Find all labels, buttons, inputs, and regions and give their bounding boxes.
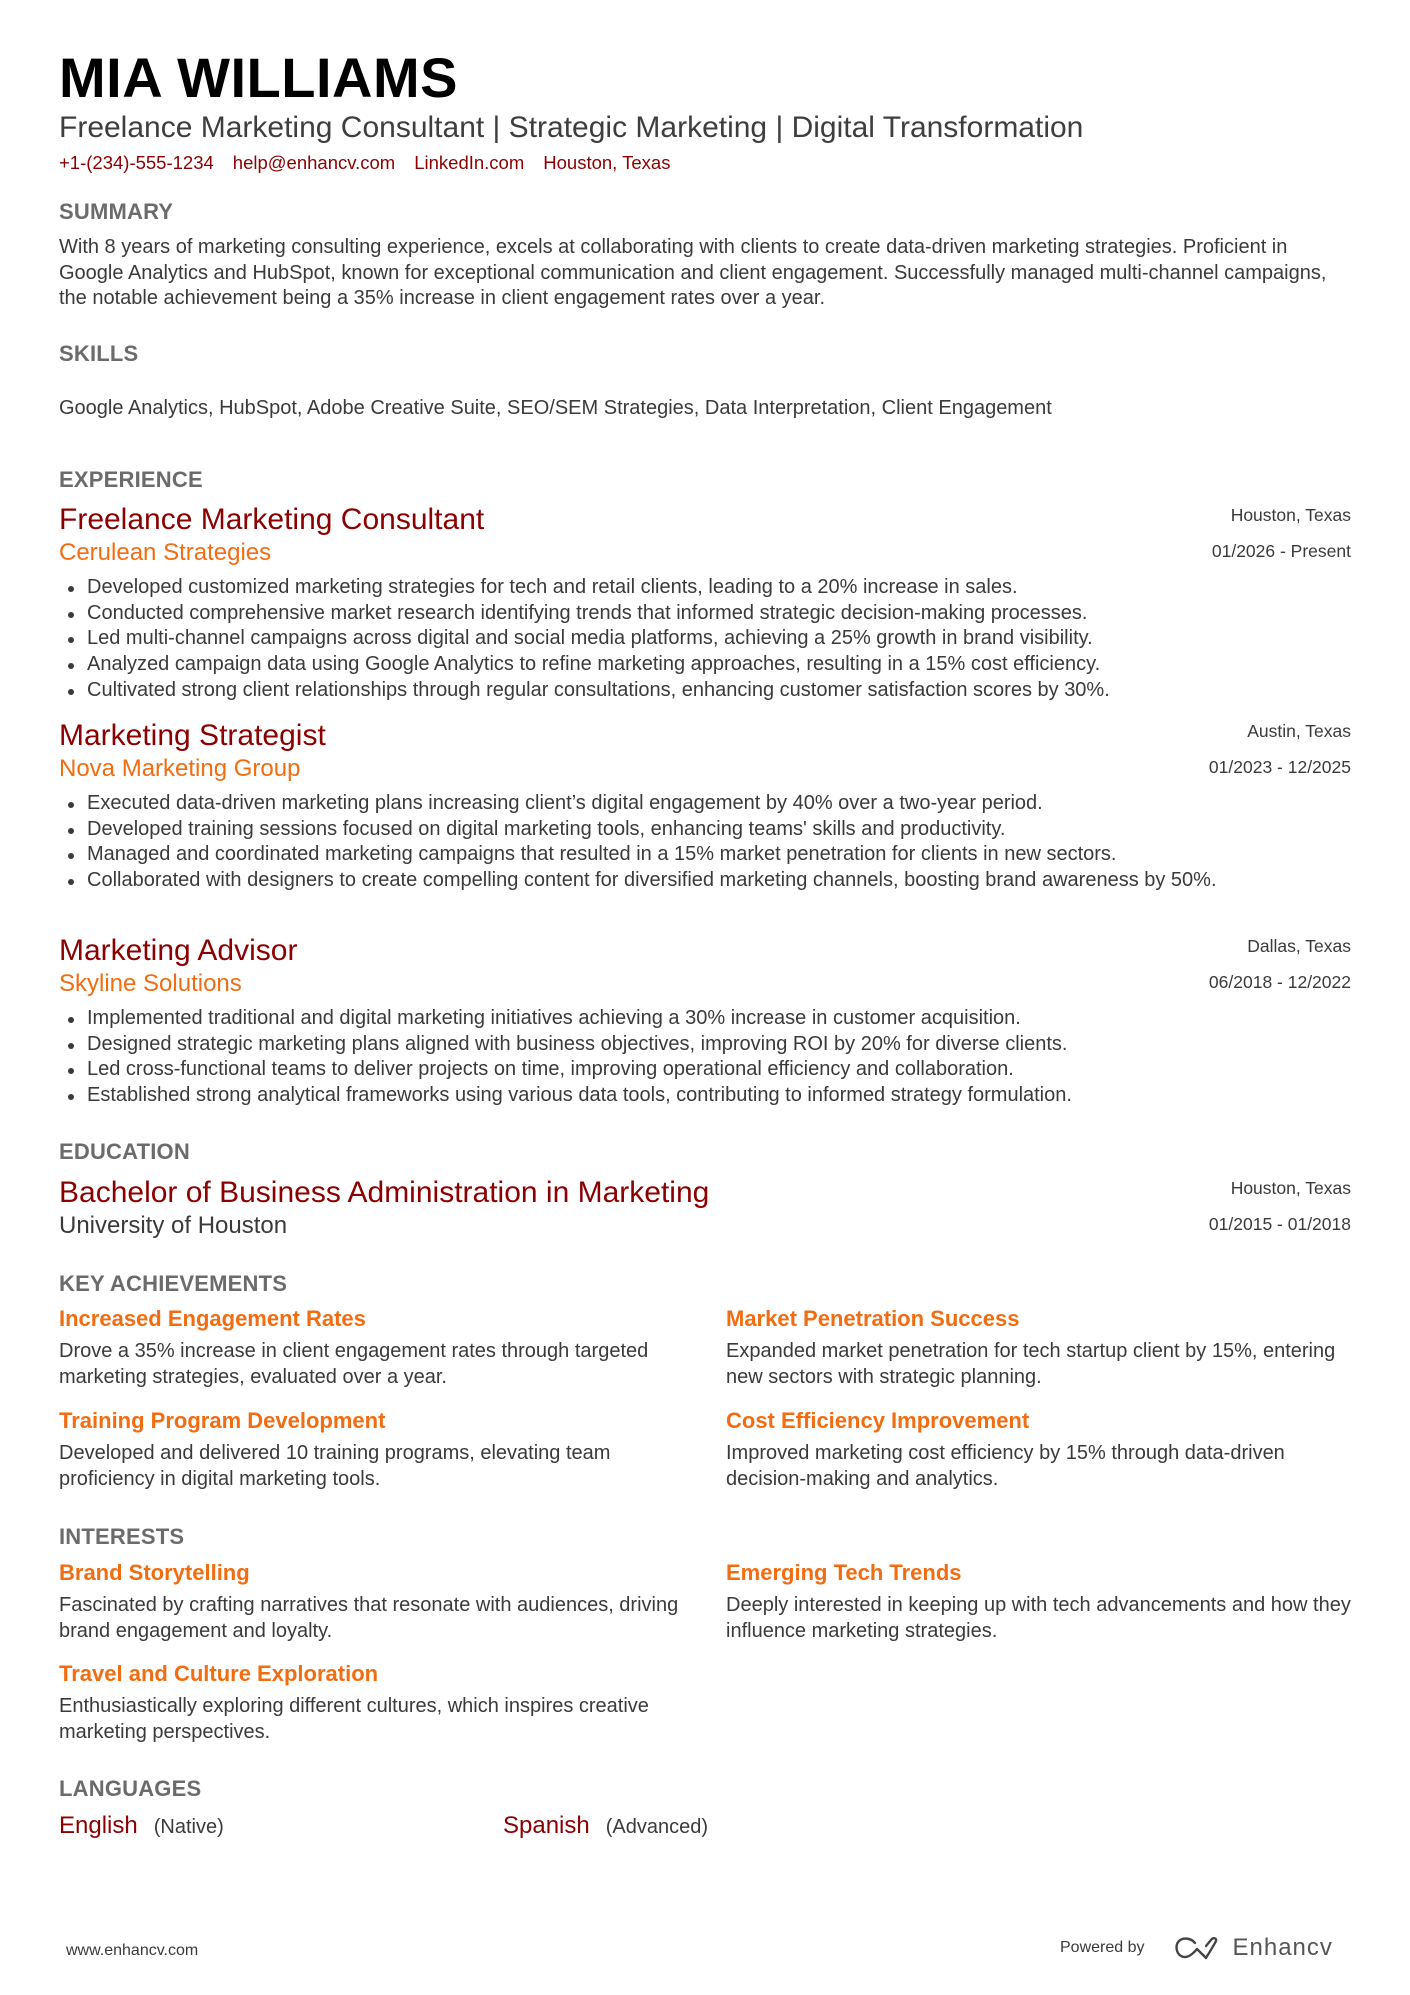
job-company: Cerulean Strategies [59,539,272,566]
footer-powered-by [1060,1934,1333,1962]
job-bullets [59,791,1351,894]
education-location: Houston, Texas [1230,1178,1351,1198]
interest-item [59,1559,699,1644]
job-bullets [59,575,1351,704]
interest-item [726,1559,1366,1644]
job-location: Austin, Texas [1247,721,1351,741]
interest-title: Travel and Culture Exploration [59,1661,379,1686]
bullet-item: Designed strategic marketing plans aligned with business objectives, improving ROI by 20% for diverse clients. [59,1032,1351,1058]
bullet-item: Analyzed campaign data using Google Analytics to refine marketing approaches, resulting in a 15% cost efficiency. [59,652,1351,678]
bullet-item: Led cross-functional teams to deliver projects on time, improving operational efficiency and collaboration. [59,1057,1351,1083]
bullet-item: Collaborated with designers to create compelling content for diversified marketing channels, boosting brand awareness by 50%. [59,868,1351,894]
achievement-title: Increased Engagement Rates [59,1306,366,1331]
section-title-achievements: KEY ACHIEVEMENTS [59,1271,288,1296]
job-dates: 01/2026 - Present [1211,541,1351,561]
interest-item [59,1660,699,1745]
language-name: English [59,1812,138,1839]
job-title: Freelance Marketing Consultant [59,503,485,536]
achievement-title: Cost Efficiency Improvement [726,1408,1030,1433]
bullet-item: Managed and coordinated marketing campaigns that resulted in a 15% market penetration for clients in new sectors. [59,842,1351,868]
achievement-desc: Drove a 35% increase in client engagement rates through targeted marketing strategies, evaluated over a year. [59,1340,649,1388]
achievement-title: Market Penetration Success [726,1306,1020,1331]
education-dates: 01/2015 - 01/2018 [1208,1214,1351,1234]
interest-desc: Deeply interested in keeping up with tech advancements and how they influence marketing strategies. [726,1594,1351,1642]
location-text: Houston, Texas [543,152,671,173]
job-title: Marketing Advisor [59,934,298,967]
enhancv-brand-name: Enhancv [1232,1934,1333,1961]
school-name: University of Houston [59,1212,288,1239]
education-entry [59,1175,1351,1241]
achievement-item [59,1305,699,1390]
interest-title: Emerging Tech Trends [726,1560,962,1585]
section-title-skills: SKILLS [59,341,139,366]
language-item [503,1811,708,1841]
section-title-education: EDUCATION [59,1139,190,1164]
experience-entry [59,502,1351,704]
section-title-interests: INTERESTS [59,1524,185,1549]
achievement-item [726,1305,1366,1390]
language-name: Spanish [503,1812,590,1839]
degree-title: Bachelor of Business Administration in Marketing [59,1176,710,1209]
language-level: (Advanced) [605,1816,709,1838]
summary-text: With 8 years of marketing consulting experience, excels at collaborating with clients to create data-driven marketing strategies. Proficient in Google Analytics and HubSpot, known for exceptional communication and client engagement. Successfully managed multi-channel campaigns, the notable achievement being a 35% increase in client engagement rates over a year. [59,236,1327,310]
section-title-experience: EXPERIENCE [59,467,203,492]
job-meta [1212,502,1351,562]
bullet-item: Developed customized marketing strategies for tech and retail clients, leading to a 20% increase in sales. [59,575,1351,601]
candidate-headline: Freelance Marketing Consultant | Strategic Marketing | Digital Transformation [59,111,1084,144]
contact-bar [59,151,670,175]
enhancv-brand[interactable] [1173,1934,1333,1962]
bullet-item: Developed training sessions focused on digital marketing tools, enhancing teams' skills and productivity. [59,817,1351,843]
interest-title: Brand Storytelling [59,1560,250,1585]
enhancv-logo-icon [1173,1934,1221,1962]
bullet-item: Led multi-channel campaigns across digital and social media platforms, achieving a 25% growth in brand visibility. [59,626,1351,652]
achievement-desc: Developed and delivered 10 training programs, elevating team proficiency in digital marketing tools. [59,1442,611,1490]
language-item [59,1811,224,1841]
experience-entry [59,718,1351,894]
job-dates: 06/2018 - 12/2022 [1208,972,1351,992]
achievement-title: Training Program Development [59,1408,386,1433]
interest-desc: Fascinated by crafting narratives that resonate with audiences, driving brand engagement and loyalty. [59,1594,679,1642]
bullet-item: Cultivated strong client relationships through regular consultations, enhancing customer satisfaction scores by 30%. [59,678,1351,704]
phone-link[interactable]: +1-(234)-555-1234 [59,152,214,173]
job-dates: 01/2023 - 12/2025 [1208,757,1351,777]
education-meta [1209,1175,1351,1235]
achievement-item [59,1407,699,1492]
job-company: Nova Marketing Group [59,755,301,782]
bullet-item: Established strong analytical frameworks using various data tools, contributing to informed strategy formulation. [59,1083,1351,1109]
linkedin-link[interactable]: LinkedIn.com [414,152,525,173]
job-bullets [59,1006,1351,1109]
achievement-item [726,1407,1366,1492]
skills-text: Google Analytics, HubSpot, Adobe Creative Suite, SEO/SEM Strategies, Data Interpretation, Client Engagement [59,397,1052,419]
achievement-desc: Expanded market penetration for tech startup client by 15%, entering new sectors with strategic planning. [726,1340,1336,1388]
section-title-summary: SUMMARY [59,199,174,224]
bullet-item: Implemented traditional and digital marketing initiatives achieving a 30% increase in customer acquisition. [59,1006,1351,1032]
job-company: Skyline Solutions [59,970,242,997]
footer-website-link[interactable]: www.enhancv.com [66,1942,199,1959]
experience-entry [59,933,1351,1109]
email-link[interactable]: help@enhancv.com [232,152,396,173]
interest-desc: Enthusiastically exploring different cultures, which inspires creative marketing perspectives. [59,1695,649,1743]
job-meta [1209,933,1351,993]
job-title: Marketing Strategist [59,719,326,752]
bullet-item: Executed data-driven marketing plans increasing client’s digital engagement by 40% over a two-year period. [59,791,1351,817]
bullet-item: Conducted comprehensive market research identifying trends that informed strategic decision-making processes. [59,601,1351,627]
powered-by-label: Powered by [1060,1939,1145,1956]
job-location: Dallas, Texas [1247,936,1351,956]
language-level: (Native) [153,1816,224,1838]
achievement-desc: Improved marketing cost efficiency by 15% through data-driven decision-making and analytics. [726,1442,1285,1490]
job-location: Houston, Texas [1230,505,1351,525]
section-title-languages: LANGUAGES [59,1776,202,1801]
candidate-name: MIA WILLIAMS [59,46,458,109]
job-meta [1209,718,1351,778]
